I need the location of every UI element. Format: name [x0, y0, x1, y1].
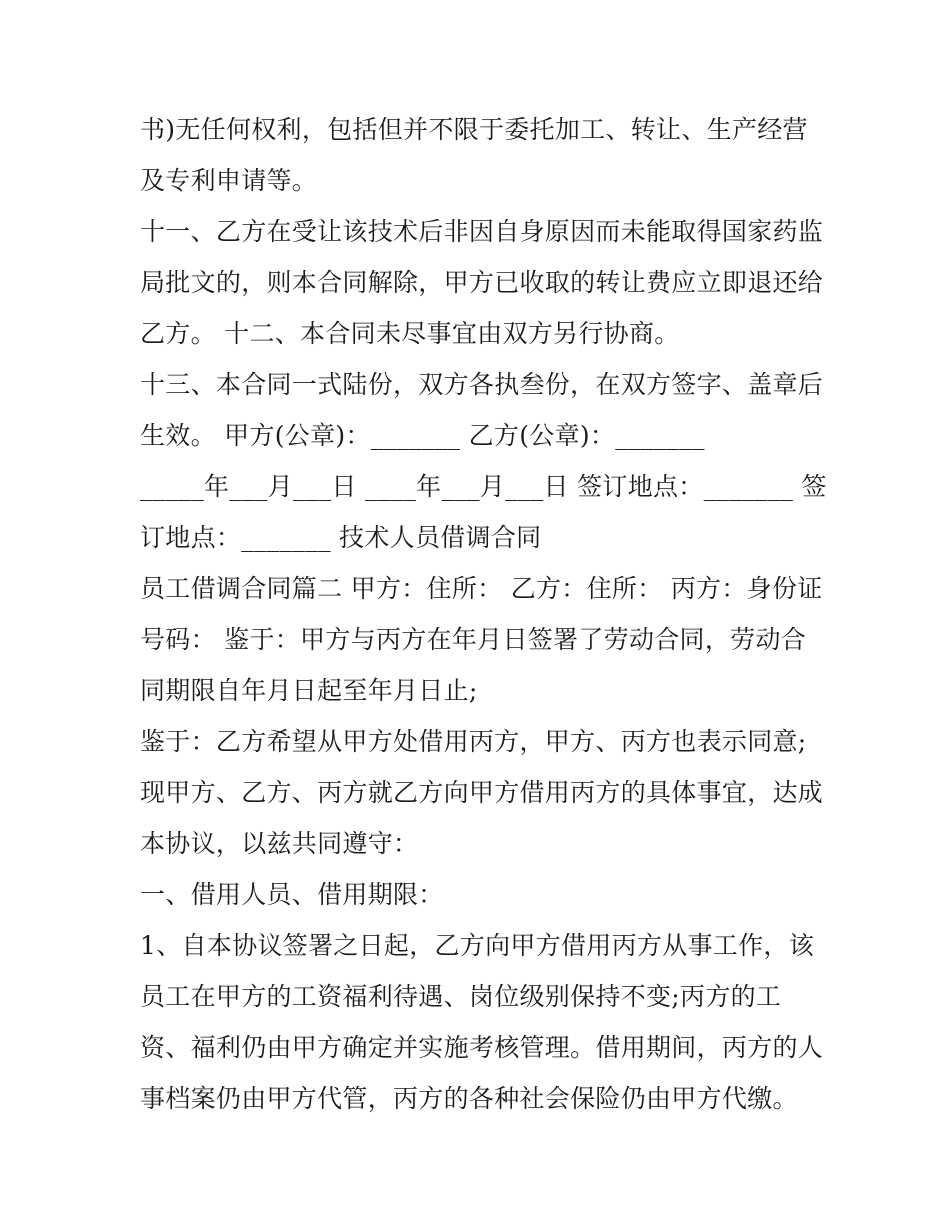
- text-line: 鉴于：乙方希望从甲方处借用丙方，甲方、丙方也表示同意;: [140, 727, 807, 756]
- text-line: 本协议，以兹共同遵守：: [140, 829, 419, 858]
- text-line: 及专利申请等。: [140, 166, 318, 195]
- text-line: 生效。 甲方(公章)：_______ 乙方(公章)：_______: [140, 421, 705, 450]
- text-line: 一、借用人员、借用期限：: [140, 880, 444, 909]
- text-line: 十三、本合同一式陆份，双方各执叁份，在双方签字、盖章后: [140, 370, 824, 399]
- text-line: 事档案仍由甲方代管，丙方的各种社会保险仍由甲方代缴。: [140, 1084, 798, 1113]
- text-line: 1、自本协议签署之日起，乙方向甲方借用丙方从事工作，该: [140, 931, 815, 960]
- text-line: 书)无任何权利，包括但并不限于委托加工、转让、生产经营: [140, 115, 808, 144]
- document-body: [140, 104, 830, 1124]
- text-line: 员工借调合同篇二 甲方：住所： 乙方：住所： 丙方：身份证: [140, 574, 823, 603]
- text-line: 同期限自年月日起至年月日止;: [140, 676, 478, 705]
- text-line: 局批文的，则本合同解除，甲方已收取的转让费应立即退还给: [140, 268, 824, 297]
- text-line: 订地点：_______ 技术人员借调合同: [140, 523, 542, 552]
- text-line: 乙方。 十二、本合同未尽事宜由双方另行协商。: [140, 319, 680, 348]
- text-line: 十一、乙方在受让该技术后非因自身原因而未能取得国家药监: [140, 217, 824, 246]
- text-line: _____年___月___日 ____年___月___日 签订地点：_______ 签: [140, 472, 827, 501]
- text-line: 现甲方、乙方、丙方就乙方向甲方借用丙方的具体事宜，达成: [140, 778, 824, 807]
- text-line: 号码： 鉴于：甲方与丙方在年月日签署了劳动合同，劳动合: [140, 625, 807, 654]
- text-line: 资、福利仍由甲方确定并实施考核管理。借用期间，丙方的人: [140, 1033, 824, 1062]
- text-line: 员工在甲方的工资福利待遇、岗位级别保持不变;丙方的工: [140, 982, 782, 1011]
